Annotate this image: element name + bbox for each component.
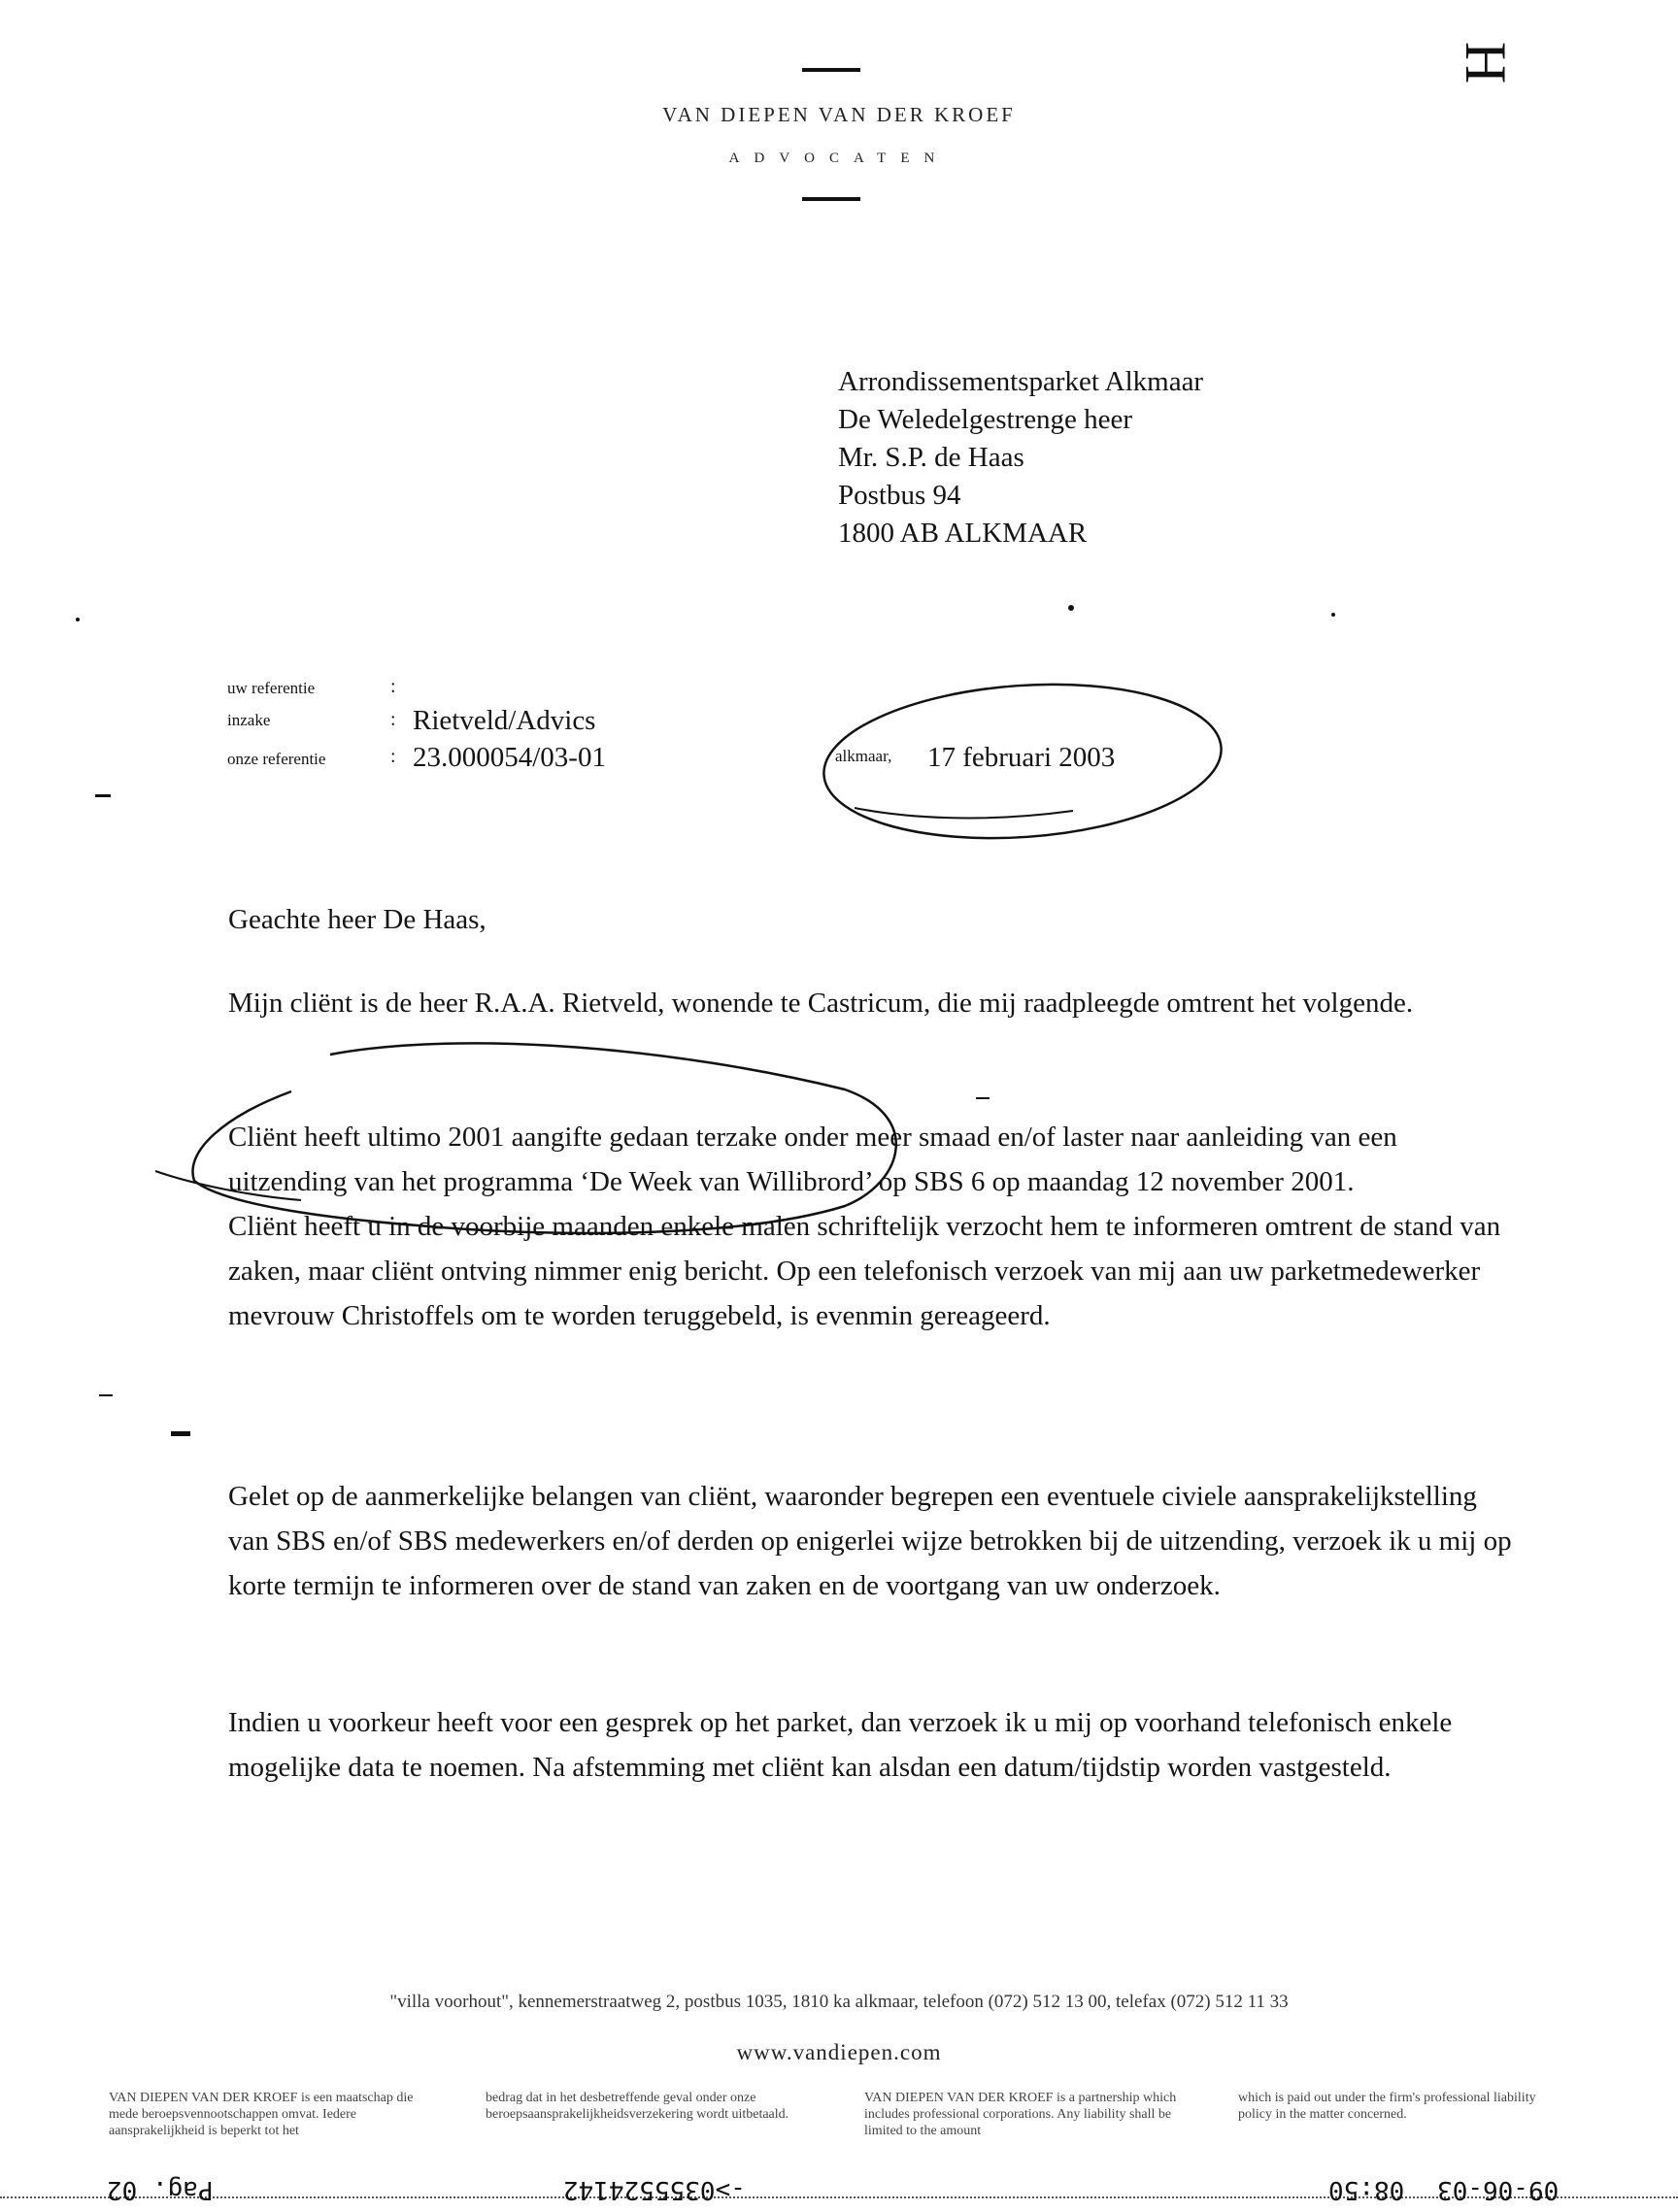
- fax-number: ->0355524142: [563, 2175, 746, 2204]
- paragraph-3: Gelet op de aanmerkelijke belangen van cliënt, waaronder begrepen een eventuele civiele aansprakelijkstelling van SBS en/of SBS medewerkers en/of derden op enigerlei wijze betrokken bij de uitzending, verzoek ik u mij op korte termijn te informeren over de stand van zaken en de voortgang van uw onderzoek.: [228, 1481, 1512, 1601]
- onze-referentie-value: 23.000054/03-01: [413, 742, 606, 773]
- salutation: Geachte heer De Haas,: [228, 904, 487, 935]
- paragraph-4: Indien u voorkeur heeft voor een gesprek op het parket, dan verzoek ik u mij op voorhand telefonisch enkele mogelijke data te noemen. Na afstemming met cliënt kan alsdan een datum/tijdstip worden vastgesteld.: [228, 1707, 1453, 1783]
- recipient-line: 1800 AB ALKMAAR: [838, 518, 1088, 549]
- paragraph-2a: Cliënt heeft ultimo 2001 aangifte gedaan terzake onder meer smaad en/of laster naar aanleiding van een uitzending van het programma ‘De Week van Willibrord’ op SBS 6 op maandag 12 november 2001.: [228, 1122, 1397, 1197]
- footer-website[interactable]: www.vandiepen.com: [736, 2040, 942, 2064]
- firm-subtitle: ADVOCATEN: [728, 151, 950, 166]
- paragraph-1: Mijn cliënt is de heer R.A.A. Rietveld, wonende te Castricum, die mij raadpleegde omtrent het volgende.: [228, 988, 1414, 1019]
- footer-fineprint-en-1: VAN DIEPEN VAN DER KROEF is a partnership which includes professional corporations. Any liability shall be limited to the amount: [864, 2091, 1177, 2138]
- speck: [1068, 605, 1074, 611]
- letter-date: 17 februari 2003: [927, 742, 1116, 773]
- margin-mark: [171, 1431, 190, 1436]
- paragraph-circle: [192, 1043, 895, 1233]
- speck: [76, 618, 80, 621]
- ref-colon: :: [390, 676, 396, 697]
- fax-time: 08:50: [1328, 2175, 1405, 2204]
- footer-address: "villa voorhout", kennemerstraatweg 2, postbus 1035, 1810 ka alkmaar, telefoon (072) 512 13 00, telefax (072) 512 11 33: [389, 1992, 1289, 2012]
- paragraph-2b: Cliënt heeft u in de voorbije maanden enkele malen schriftelijk verzocht hem te informeren omtrent de stand van zaken, maar cliënt ontving nimmer enig bericht. Op een telefonisch verzoek van mij aan uw parketmedewerker mevrouw Christoffels om te worden teruggebeld, is evenmin gereageerd.: [228, 1211, 1501, 1331]
- fax-dotted-line: [0, 2196, 1678, 2198]
- margin-mark: [99, 1394, 113, 1396]
- footer-fineprint-nl-1: VAN DIEPEN VAN DER KROEF is een maatschap die mede beroepsvennootschappen omvat. Iedere aansprakelijkheid is beperkt tot het: [109, 2091, 414, 2138]
- footer-fineprint-nl-2: bedrag dat in het desbetreffende geval onder onze beroepsaansprakelijkheidsverzekering wordt uitbetaald.: [486, 2091, 789, 2122]
- uw-referentie-label: uw referentie: [227, 679, 316, 697]
- onze-referentie-label: onze referentie: [227, 750, 326, 768]
- date-underline: [855, 808, 1073, 818]
- firm-name: VAN DIEPEN VAN DER KROEF: [662, 103, 1016, 126]
- recipient-line: Arrondissementsparket Alkmaar: [838, 366, 1204, 397]
- margin-mark: [976, 1097, 990, 1099]
- ref-colon: :: [390, 709, 396, 730]
- inzake-value: Rietveld/Advics: [413, 705, 596, 736]
- footer-fineprint-en-2: which is paid out under the firm's professional liability policy in the matter concerned.: [1238, 2091, 1536, 2122]
- corner-mark: H: [1454, 41, 1519, 84]
- date-circle: [819, 672, 1226, 851]
- recipient-line: De Weledelgestrenge heer: [838, 404, 1133, 435]
- recipient-line: Postbus 94: [838, 480, 961, 511]
- fax-page: Pag. 02: [107, 2175, 214, 2204]
- inzake-label: inzake: [227, 711, 271, 729]
- speck: [1331, 613, 1335, 617]
- recipient-line: Mr. S.P. de Haas: [838, 442, 1024, 473]
- fax-date: 09-06-03: [1437, 2175, 1560, 2204]
- ref-colon: :: [390, 746, 396, 767]
- margin-mark: [95, 794, 111, 797]
- date-place: alkmaar,: [835, 747, 892, 765]
